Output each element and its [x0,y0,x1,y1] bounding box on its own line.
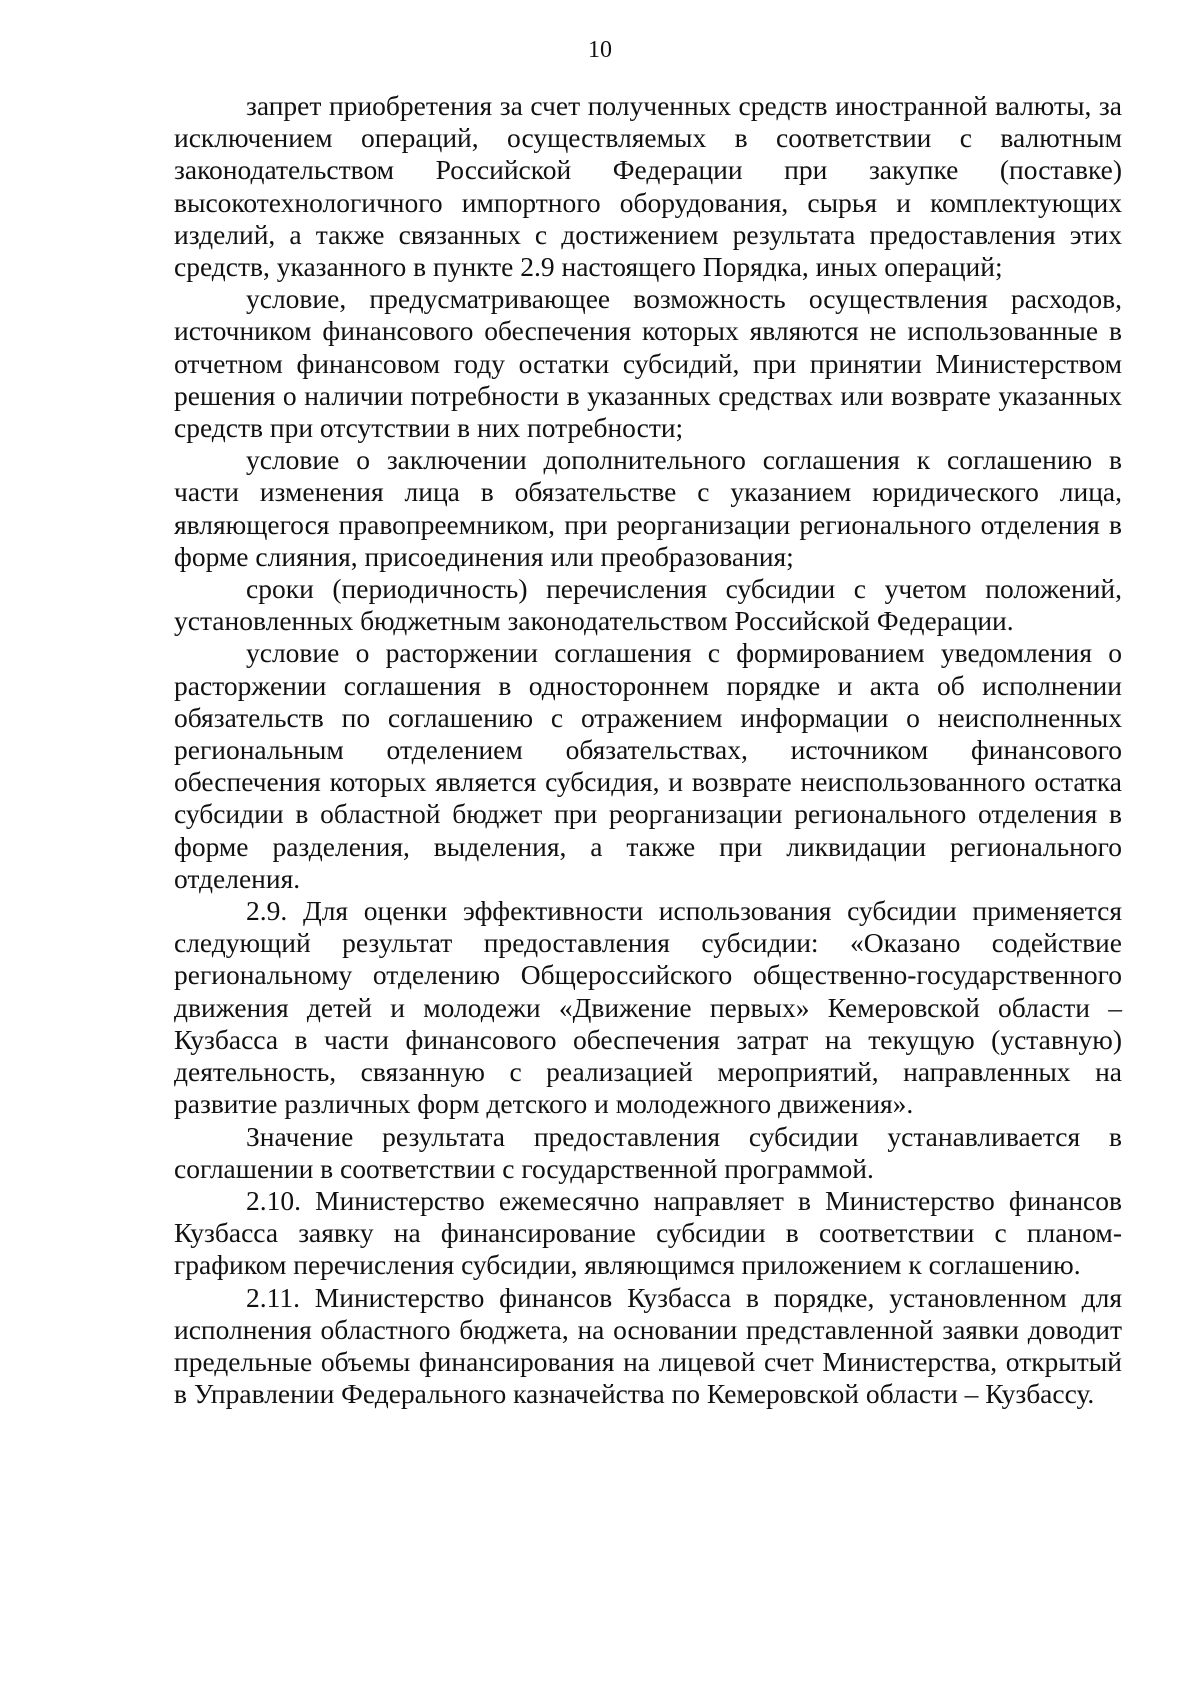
paragraph-section-2-9: 2.9. Для оценки эффективности использования субсидии применяется следующий результат предоставления субсидии: «Оказано содействие региональному отделению Общероссийского общественно-государственного движения детей и молодежи «Движение первых» Кемеровской области – Кузбасса в части финансового обеспечения затрат на текущую (уставную) деятельность, связанную с реализацией мероприятий, направленных на развитие различных форм детского и молодежного движения». [174,895,1122,1120]
document-body [174,90,1122,1410]
paragraph-termination: условие о расторжении соглашения с формированием уведомления о расторжении соглашения в одностороннем порядке и акта об исполнении обязательств по соглашению с отражением информации о неисполненных региональным отделением обязательствах, источником финансового обеспечения которых является субсидия, и возврате неиспользованного остатка субсидии в областной бюджет при реорганизации регионального отделения в форме разделения, выделения, а также при ликвидации регионального отделения. [174,637,1122,894]
paragraph-unused-balances: условие, предусматривающее возможность осуществления расходов, источником финансового обеспечения которых являются не использованные в отчетном финансовом году остатки субсидий, при принятии Министерством решения о наличии потребности в указанных средствах или возврате указанных средств при отсутствии в них потребности; [174,283,1122,444]
paragraph-transfer-terms: сроки (периодичность) перечисления субсидии с учетом положений, установленных бюджетным законодательством Российской Федерации. [174,573,1122,637]
paragraph-result-value: Значение результата предоставления субсидии устанавливается в соглашении в соответствии с государственной программой. [174,1120,1122,1184]
page-number: 10 [588,37,612,63]
paragraph-section-2-10: 2.10. Министерство ежемесячно направляет в Министерство финансов Кузбасса заявку на финансирование субсидии в соответствии с планом-графиком перечисления субсидии, являющимся приложением к соглашению. [174,1184,1122,1281]
paragraph-currency-ban: запрет приобретения за счет полученных средств иностранной валюты, за исключением операций, осуществляемых в соответствии с валютным законодательством Российской Федерации при закупке (поставке) высокотехнологичного импортного оборудования, сырья и комплектующих изделий, а также связанных с достижением результата предоставления этих средств, указанного в пункте 2.9 настоящего Порядка, иных операций; [174,90,1122,283]
paragraph-additional-agreement: условие о заключении дополнительного соглашения к соглашению в части изменения лица в обязательстве с указанием юридического лица, являющегося правопреемником, при реорганизации регионального отделения в форме слияния, присоединения или преобразования; [174,444,1122,572]
paragraph-section-2-11: 2.11. Министерство финансов Кузбасса в порядке, установленном для исполнения областного бюджета, на основании представленной заявки доводит предельные объемы финансирования на лицевой счет Министерства, открытый в Управлении Федерального казначейства по Кемеровской области – Кузбассу. [174,1281,1122,1410]
